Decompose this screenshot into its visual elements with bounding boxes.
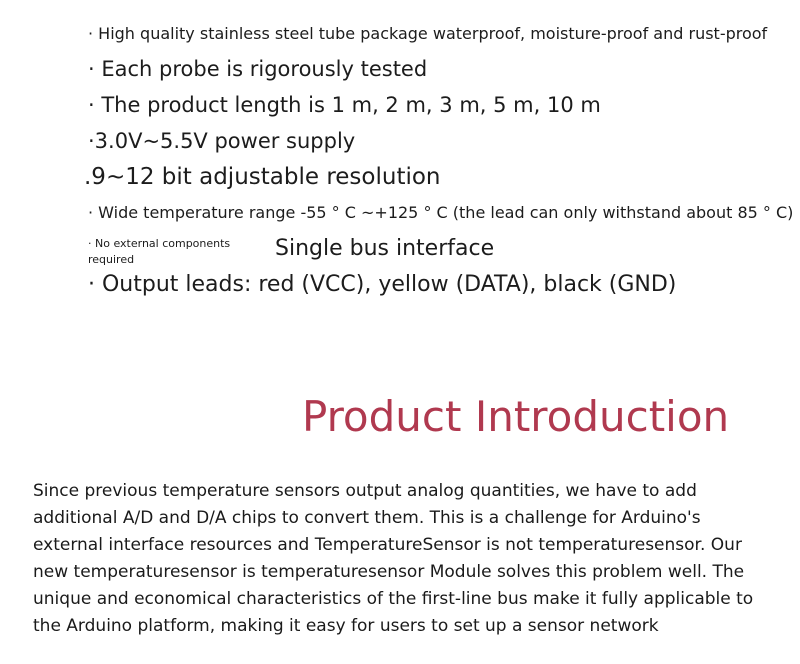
feature-single-bus: Single bus interface	[275, 236, 495, 261]
feature-waterproof: · High quality stainless steel tube package waterproof, moisture-proof and rust-proof	[88, 24, 768, 43]
feature-tested: · Each probe is rigorously tested	[88, 57, 428, 81]
feature-no-external-components: · No external components required	[88, 237, 231, 266]
feature-power-supply: ·3.0V~5.5V power supply	[88, 129, 356, 153]
feature-temperature-range: · Wide temperature range -55 ° C ~+125 ° C (the lead can only withstand about 85 ° C)	[88, 203, 794, 222]
intro-paragraph: Since previous temperature sensors output analog quantities, we have to add additional A/D and D/A chips to convert them. This is a challenge for Arduino's external interface resources and TemperatureSensor is not temperaturesensor. Our new temperaturesensor is temperaturesensor Module solves this problem well. The unique and economical characteristics of the first-line bus make it fully applicable to the Arduino platform, making it easy for users to set up a sensor network	[33, 481, 754, 636]
feature-output-leads: · Output leads: red (VCC), yellow (DATA), black (GND)	[88, 272, 677, 297]
feature-resolution: .9~12 bit adjustable resolution	[84, 164, 441, 190]
feature-length: · The product length is 1 m, 2 m, 3 m, 5 m, 10 m	[88, 93, 601, 117]
section-title: Product Introduction	[302, 392, 730, 441]
